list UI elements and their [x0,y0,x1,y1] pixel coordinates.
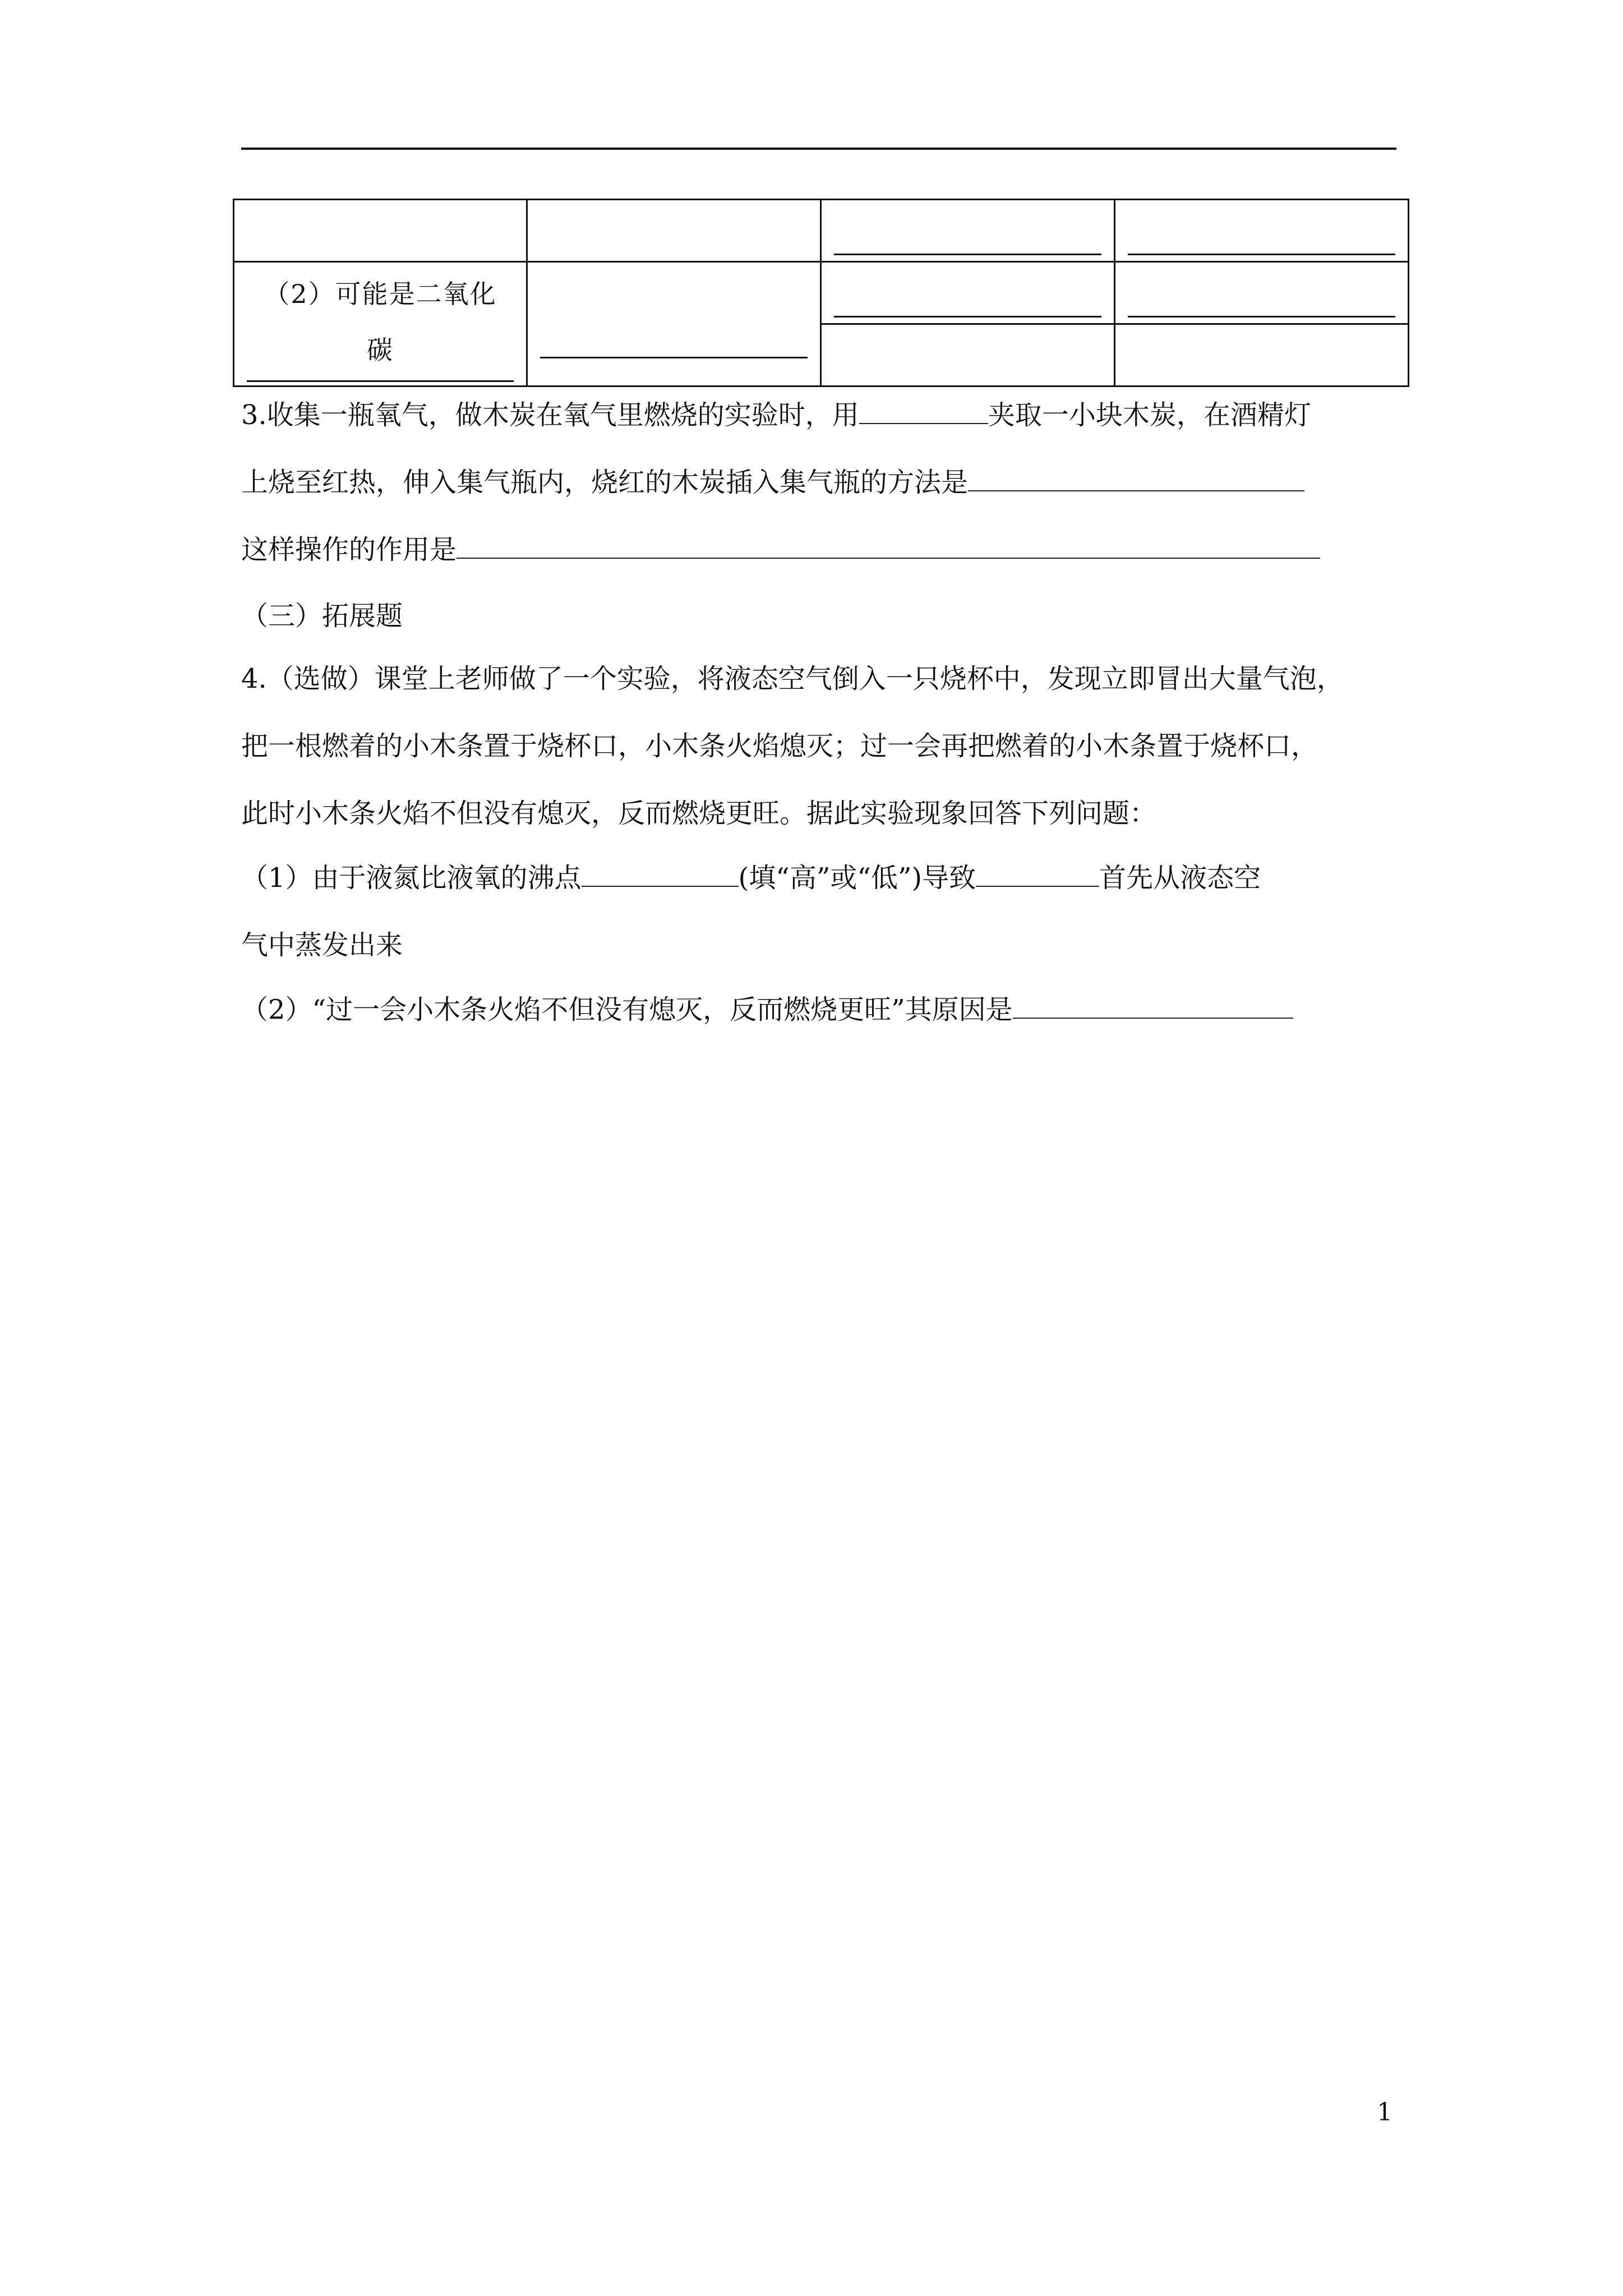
answer-blank [457,533,1320,559]
answer-table [233,199,1409,387]
answer-blank [1128,254,1395,255]
q3-line2: 上烧至红热，伸入集气瓶内，烧红的木炭插入集气瓶的方法是 [241,466,1396,499]
answer-blank [968,466,1304,491]
table-cell [821,324,1115,386]
answer-blank [582,861,739,887]
q4-sub1: （1）由于液氮比液氧的沸点 (填“高”或“低”)导致 首先从液态空 [241,862,1261,894]
answer-blank [540,357,808,358]
table-cell [234,200,527,262]
q4-line3: 此时小木条火焰不但没有熄灭，反而燃烧更旺。据此实验现象回答下列问题： [241,798,1157,829]
answer-blank [976,861,1099,887]
table-row [234,200,1409,262]
answer-blank [834,316,1101,318]
answer-blank [247,380,514,382]
table-cell [821,262,1115,324]
table-row [234,262,1409,324]
hypothesis-text-line2: 碳 [367,335,394,365]
answer-blank [834,254,1101,255]
hypothesis-cell [234,262,527,386]
answer-blank [859,398,988,424]
q4-sub1-line2: 气中蒸发出来 [241,930,403,961]
q3-line3: 这样操作的作用是 [241,533,1396,567]
section-title: （三）拓展题 [241,600,403,632]
hypothesis-text-line1: （2）可能是二氧化 [264,279,497,309]
table-cell [821,200,1115,262]
q4-line1: 4.（选做）课堂上老师做了一个实验，将液态空气倒入一只烧杯中，发现立即冒出大量气泡， [241,663,1344,694]
table-cell [527,262,821,386]
table-cell [1115,200,1409,262]
q4-line2: 把一根燃着的小木条置于烧杯口，小木条火焰熄灭；过一会再把燃着的小木条置于烧杯口， [241,730,1318,762]
table-cell [1115,324,1409,386]
answer-blank [1128,316,1395,318]
page-number: 1 [1377,2098,1393,2127]
q4-sub2: （2）“过一会小木条火焰不但没有熄灭，反而燃烧更旺”其原因是 [241,993,1396,1027]
q3-line1: 3.收集一瓶氧气，做木炭在氧气里燃烧的实验时，用 夹取一小块木炭，在酒精灯 [241,399,1311,431]
table-cell [527,200,821,262]
answer-blank [1013,993,1293,1019]
header-rule [241,148,1396,150]
table-cell [1115,262,1409,324]
